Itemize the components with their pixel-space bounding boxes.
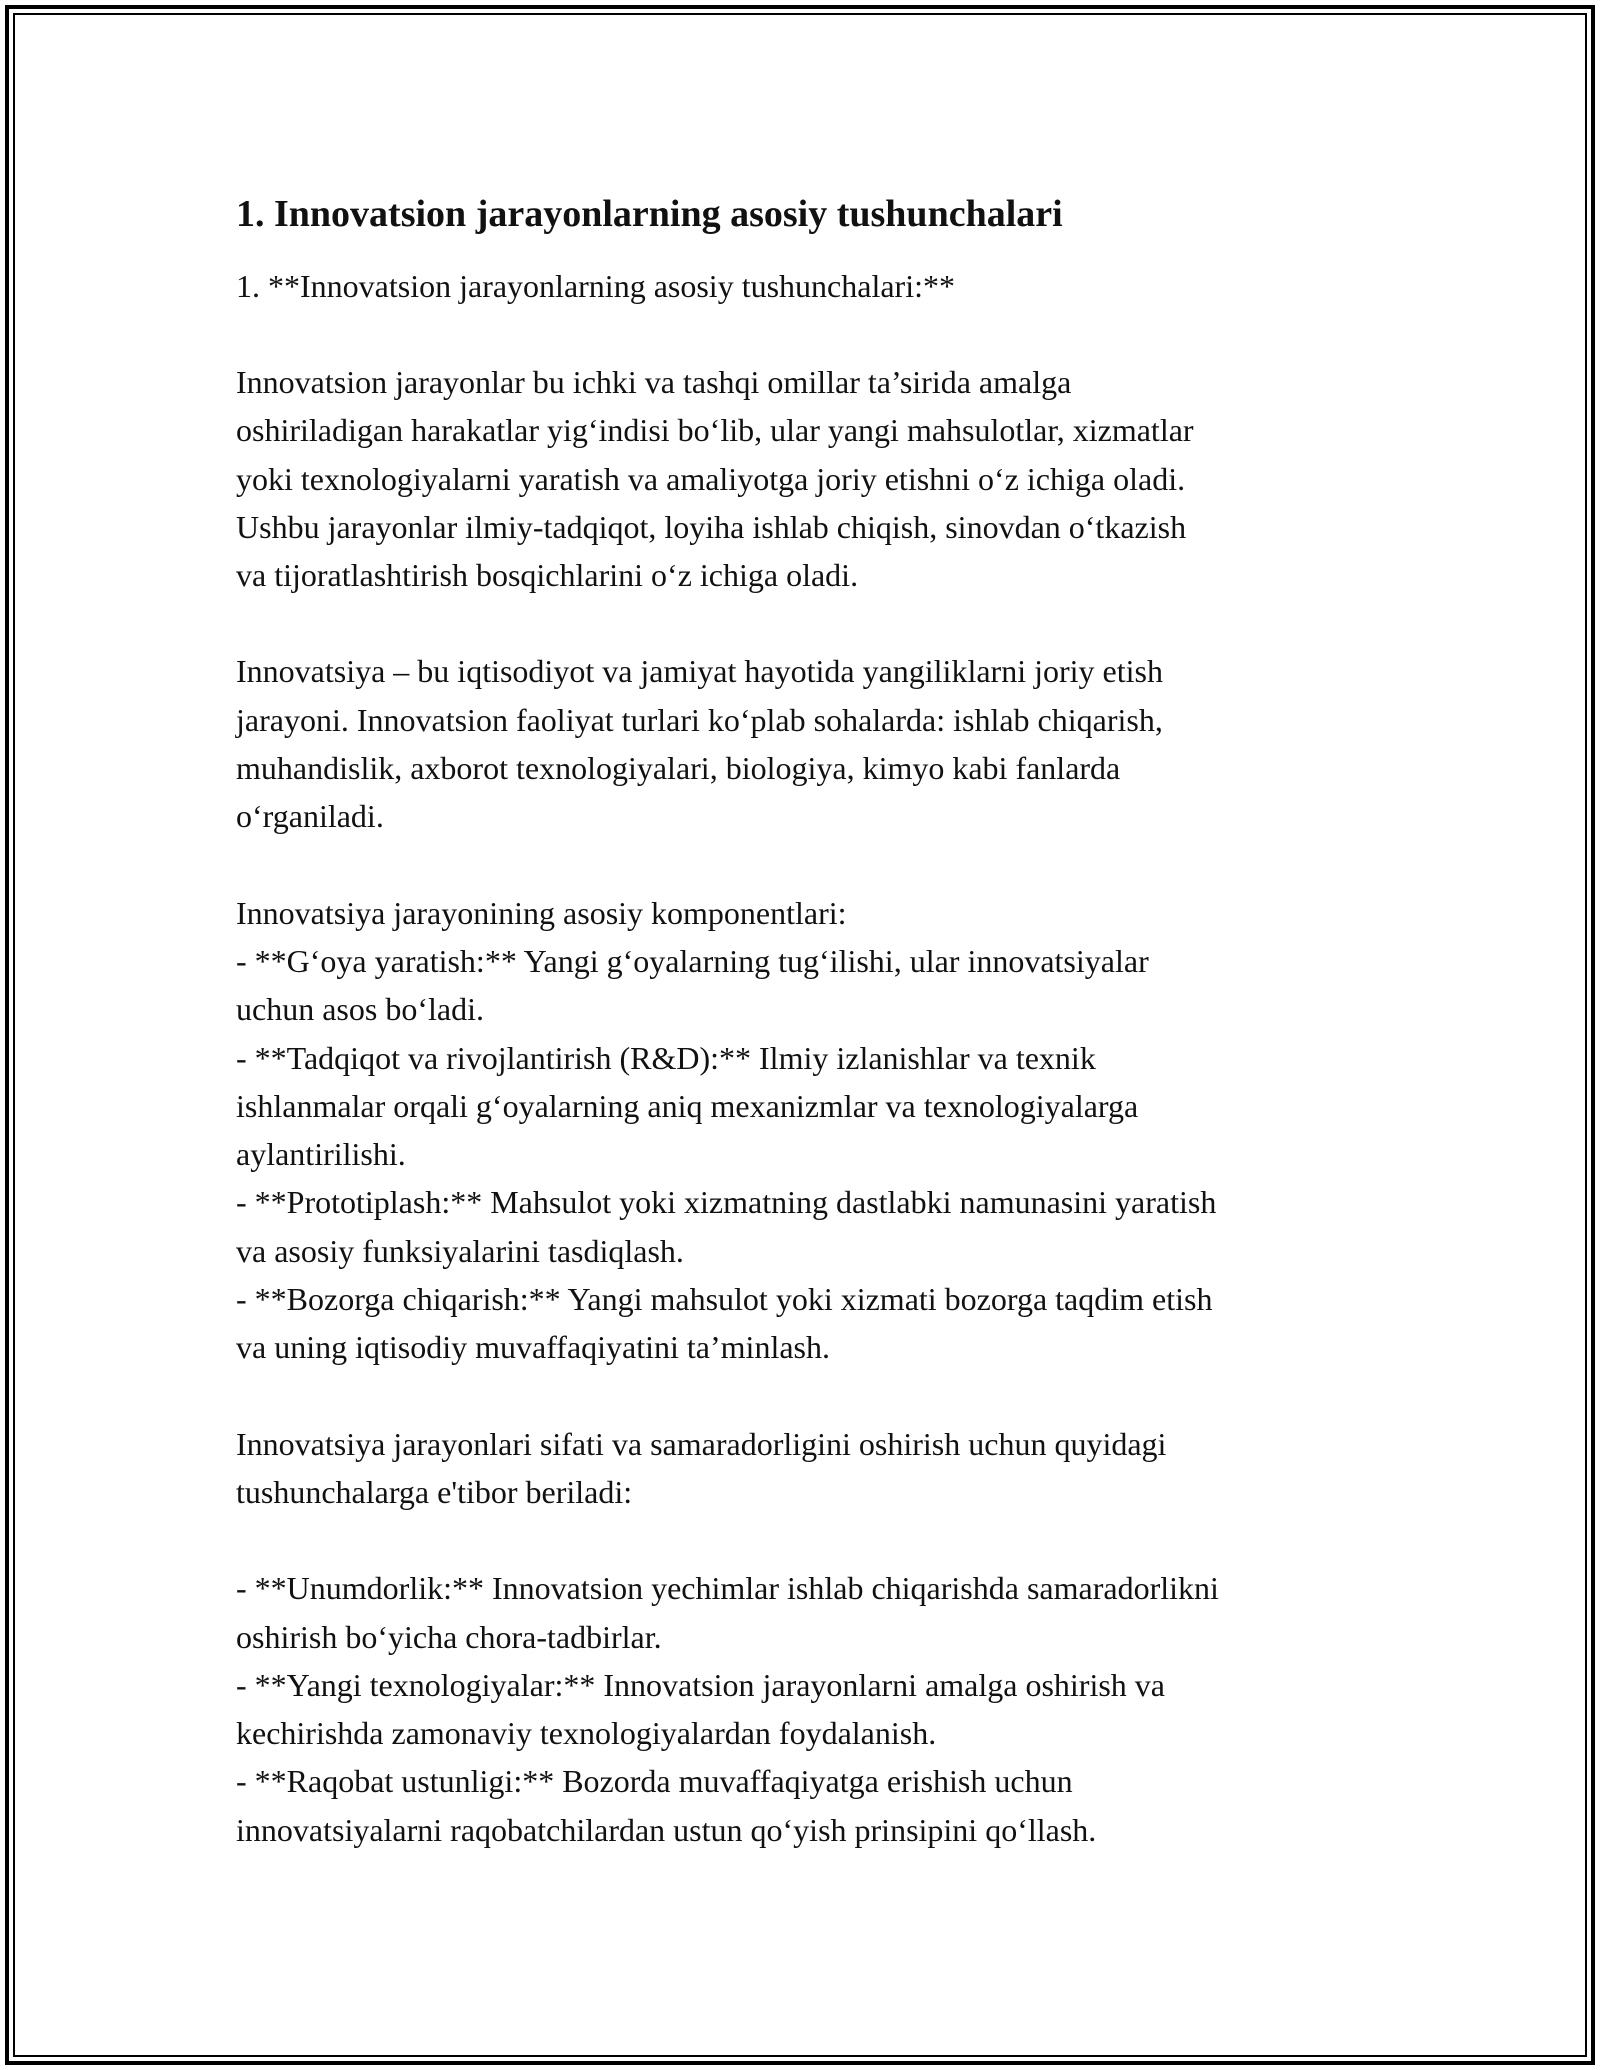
text-line: Innovatsiya jarayonlari sifati va samaradorligini oshirish uchun quyidagi (236, 1425, 1167, 1462)
paragraph-definition (236, 358, 1386, 599)
list-item-line: uchun asos bo‘ladi. (236, 991, 484, 1028)
paragraph-components (236, 889, 1386, 1372)
text-line: muhandislik, axborot texnologiyalari, biologiya, kimyo kabi fanlarda (236, 750, 1121, 787)
text-line: Innovatsion jarayonlar bu ichki va tashqi omillar ta’sirida amalga (236, 364, 1072, 400)
document-body (236, 186, 1386, 1854)
paragraph-innovation (236, 647, 1386, 840)
text-line: yoki texnologiyalarni yaratish va amaliyotga joriy etishni o‘z ichiga oladi. (236, 460, 1186, 497)
document-title: 1. Innovatsion jarayonlarning asosiy tushunchalari (236, 193, 1063, 235)
list-item-line: aylantirilishi. (236, 1136, 406, 1173)
list-item-line: - **Unumdorlik:** Innovatsion yechimlar ishlab chiqarishda samaradorlikni (236, 1570, 1219, 1607)
list-item-line: ishlanmalar orqali g‘oyalarning aniq mexanizmlar va texnologiyalarga (236, 1087, 1139, 1124)
list-item-line: oshirish bo‘yicha chora-tadbirlar. (236, 1618, 662, 1655)
paragraph-concepts-list (236, 1564, 1386, 1854)
list-item-line: - **Yangi texnologiyalar:** Innovatsion jarayonlarni amalga oshirish va (236, 1666, 1165, 1703)
list-item-line: va asosiy funksiyalarini tasdiqlash. (236, 1232, 684, 1269)
list-item-line: kechirishda zamonaviy texnologiyalardan foydalanish. (236, 1715, 937, 1752)
text-line: oshiriladigan harakatlar yig‘indisi bo‘lib, ular yangi mahsulotlar, xizmatlar (236, 412, 1194, 449)
list-item-line: va uning iqtisodiy muvaffaqiyatini ta’minlash. (236, 1329, 830, 1366)
text-line: Innovatsiya jarayonining asosiy komponentlari: (236, 894, 847, 931)
list-item-line: - **G‘oya yaratish:** Yangi g‘oyalarning tug‘ilishi, ular innovatsiyalar (236, 942, 1149, 979)
text-line: o‘rganiladi. (236, 798, 384, 835)
text-line: jarayoni. Innovatsion faoliyat turlari ko‘plab sohalarda: ishlab chiqarish, (236, 701, 1163, 738)
text-line: Ushbu jarayonlar ilmiy-tadqiqot, loyiha ishlab chiqish, sinovdan o‘tkazish (236, 508, 1187, 545)
list-item-line: - **Raqobat ustunligi:** Bozorda muvaffaqiyatga erishish uchun (236, 1763, 1073, 1800)
list-item-line: - **Tadqiqot va rivojlantirish (R&D):** Ilmiy izlanishlar va texnik (236, 1039, 1096, 1076)
list-item-line: - **Bozorga chiqarish:** Yangi mahsulot yoki xizmati bozorga taqdim etish (236, 1281, 1213, 1318)
text-line: tushunchalarga e'tibor beriladi: (236, 1473, 633, 1510)
list-item-line: - **Prototiplash:** Mahsulot yoki xizmatning dastlabki namunasini yaratish (236, 1184, 1217, 1221)
text-line: Innovatsiya – bu iqtisodiyot va jamiyat hayotida yangiliklarni joriy etish (236, 653, 1163, 690)
text-line: va tijoratlashtirish bosqichlarini o‘z ichiga oladi. (236, 557, 859, 594)
paragraph-quality (236, 1420, 1386, 1517)
list-item-line: innovatsiyalarni raqobatchilardan ustun qo‘yish prinsipini qo‘llash. (236, 1811, 1097, 1848)
section-subheading: 1. **Innovatsion jarayonlarning asosiy tushunchalari:** (236, 268, 955, 304)
